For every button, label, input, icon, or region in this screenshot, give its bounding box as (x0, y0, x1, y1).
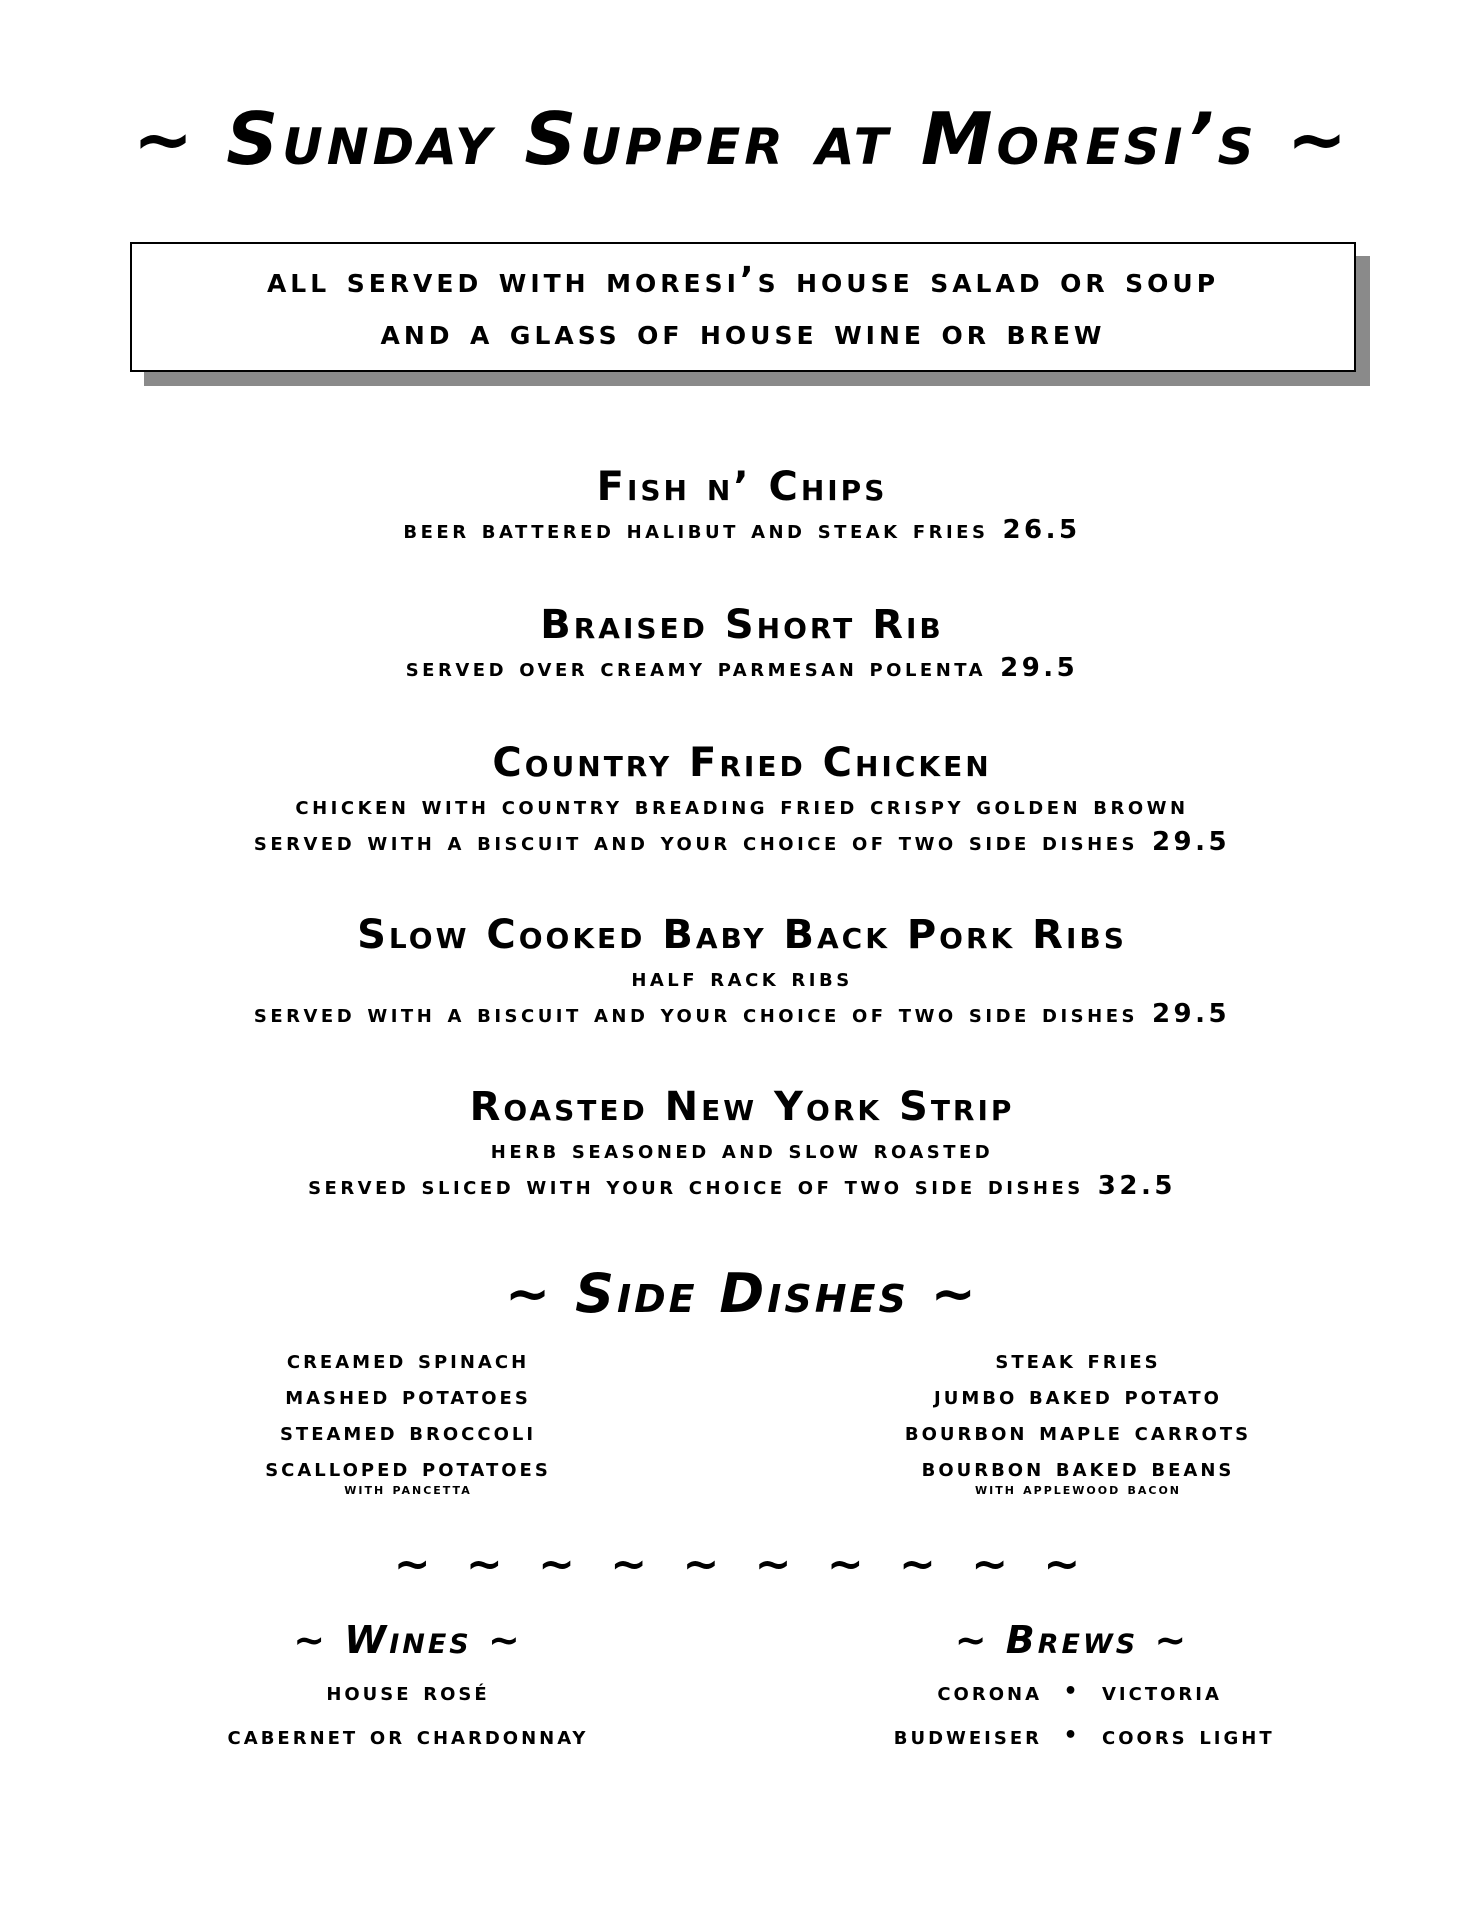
dish-description-line-1: herb seasoned and slow roasted (490, 1135, 994, 1164)
dish-description-text: served sliced with your choice of two side dishes (308, 1171, 1084, 1200)
dish-braised-short-rib (0, 600, 1484, 686)
side-item: steak fries (995, 1345, 1161, 1374)
dish-country-fried-chicken (0, 738, 1484, 860)
wine-item: cabernet or chardonnay (227, 1721, 589, 1750)
brew-item: victoria (1102, 1677, 1222, 1706)
dish-price: 26.5 (1002, 515, 1081, 545)
brews-column (792, 1616, 1352, 1758)
dish-description-text: served with a biscuit and your choice of two side dishes (253, 827, 1138, 856)
dish-name: Fish n’ Chips (596, 464, 888, 510)
dish-description (0, 824, 1484, 860)
side-item: bourbon baked beans (921, 1453, 1235, 1482)
dish-fish-n-chips (0, 462, 1484, 548)
wine-item: house rosé (326, 1677, 490, 1706)
side-item: jumbo baked potato (934, 1381, 1222, 1410)
page-title: ~ Sunday Supper at Moresi’s ~ (132, 97, 1352, 181)
banner-box (130, 242, 1356, 372)
dish-description (0, 996, 1484, 1032)
side-item: mashed potatoes (285, 1381, 531, 1410)
dish-new-york-strip (0, 1082, 1484, 1204)
dish-price: 29.5 (1151, 999, 1231, 1029)
dish-description-line-1: chicken with country breading fried crispy golden brown (295, 791, 1189, 820)
wines-column (128, 1616, 688, 1758)
side-dishes-left-column (128, 1342, 688, 1496)
side-item: scalloped potatoes (265, 1453, 551, 1482)
brew-row (792, 1670, 1352, 1714)
side-dishes-right-column (798, 1342, 1358, 1496)
side-item: creamed spinach (286, 1345, 530, 1374)
side-item-note: with applewood bacon (974, 1480, 1182, 1498)
dish-description-text: served over creamy parmesan polenta (405, 653, 987, 682)
dish-description (0, 650, 1484, 686)
dish-name: Braised Short Rib (540, 602, 944, 648)
dish-name: Slow Cooked Baby Back Pork Ribs (357, 912, 1127, 958)
dish-baby-back-ribs (0, 910, 1484, 1032)
banner-line-1: all served with moresi’s house salad or soup (266, 260, 1220, 301)
dish-name: Roasted New York Strip (469, 1084, 1015, 1130)
dish-price: 29.5 (1151, 827, 1231, 857)
wines-title: ~ Wines ~ (293, 1618, 523, 1662)
dish-description-text: beer battered halibut and steak fries (403, 515, 989, 544)
dish-description-text: served with a biscuit and your choice of two side dishes (253, 999, 1138, 1028)
side-item: bourbon maple carrots (904, 1417, 1252, 1446)
brew-item: corona (937, 1677, 1042, 1706)
dish-price: 29.5 (1000, 653, 1079, 683)
bullet-separator: • (1063, 1679, 1081, 1704)
brew-row (792, 1714, 1352, 1758)
dish-description (0, 512, 1484, 548)
brew-item: budweiser (893, 1721, 1042, 1750)
brew-item: coors light (1102, 1721, 1275, 1750)
brews-title: ~ Brews ~ (954, 1618, 1190, 1662)
bullet-separator: • (1063, 1723, 1081, 1748)
dish-name: Country Fried Chicken (492, 740, 992, 786)
side-item: steamed broccoli (279, 1417, 537, 1446)
side-dishes-title: ~ Side Dishes ~ (505, 1262, 979, 1325)
dish-description-line-1: half rack ribs (631, 963, 853, 992)
served-with-banner (130, 242, 1356, 372)
banner-line-2: and a glass of house wine or brew (380, 312, 1106, 353)
dish-price: 32.5 (1097, 1171, 1176, 1201)
tilde-divider: ~ ~ ~ ~ ~ ~ ~ ~ ~ ~ (393, 1539, 1091, 1590)
side-item-note: with pancetta (344, 1480, 472, 1498)
dish-description (0, 1168, 1484, 1204)
